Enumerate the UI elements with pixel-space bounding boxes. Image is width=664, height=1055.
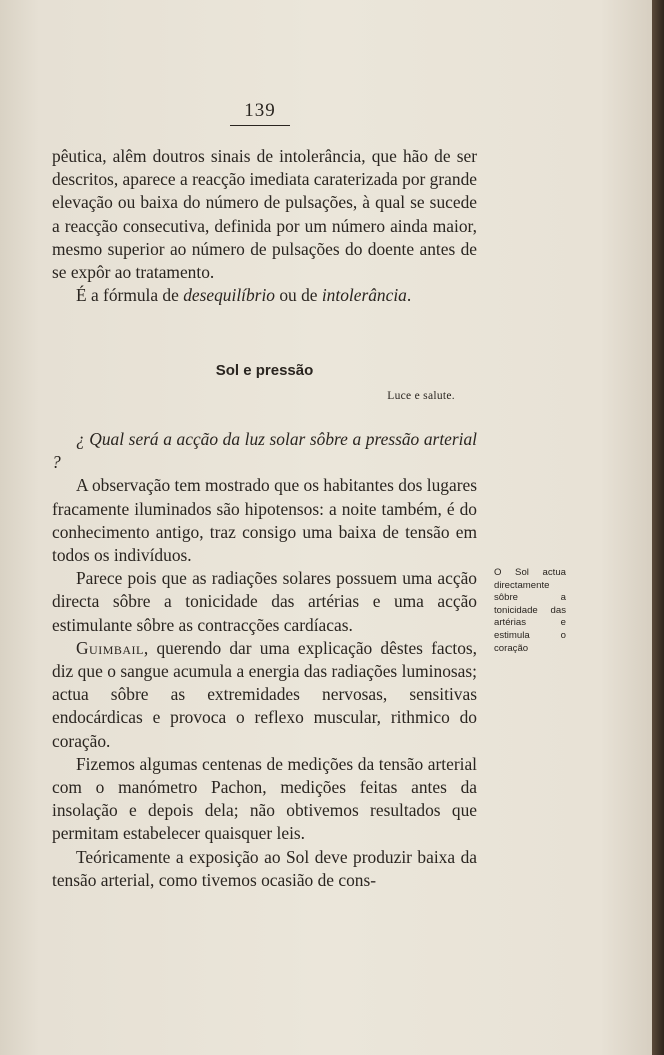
section-heading: Sol e pressão — [215, 362, 314, 379]
top-paragraph-text: pêutica, alêm doutros sinais de intolerância, que hão de ser descritos, aparece a reacção imediata caraterizada por grande elevação ou baixa do número de pulsações, à qual se sucede a reacção consecutiva, definida por um número ainda maior, mesmo superior ao número de pulsações do doente antes de se expôr ao tratamento. — [52, 146, 477, 283]
paragraph-medicoes: Fizemos algumas centenas de medições da tensão arterial com o manómetro Pachon, medições feitas antes da insolação e depois dela; não obtivemos resultados que permitam estabelecer quaisquer leis. — [52, 753, 477, 844]
margin-note: O Sol actua directamente sôbre a tonicidade das artérias e estimula o coração — [494, 567, 566, 654]
top-paragraph — [52, 145, 477, 307]
epigraph: Luce e salute. — [387, 390, 455, 402]
question-line: ¿ Qual será a acção da luz solar sôbre a pressão arterial ? — [52, 429, 477, 473]
page-number: 139 — [230, 100, 290, 126]
book-spine-edge — [652, 0, 664, 1055]
formula-sentence: É a fórmula de desequilíbrio ou de intolerância. — [76, 285, 412, 306]
paragraph-radiacoes: Parece pois que as radiações solares possuem uma acção directa sôbre a tonicidade das artérias e uma acção estimulante sôbre as contracções cardíacas. — [52, 568, 477, 635]
term-intolerancia: intolerância — [321, 285, 407, 306]
term-desequilibrio: desequilíbrio — [183, 285, 275, 306]
paragraph-teoricamente: Teóricamente a exposição ao Sol deve produzir baixa da tensão arterial, como tivemos ocasião de cons- — [52, 846, 477, 890]
paragraph-observacao: A observação tem mostrado que os habitantes dos lugares fracamente iluminados são hipotensos: a noite também, é do conhecimento antigo, traz consigo uma baixa de tensão em todos os indivíduos. — [52, 475, 477, 566]
paragraph-guimbail: Guimbail, querendo dar uma explicação dêstes factos, diz que o sangue acumula a energia das radiações luminosas; actua sôbre as extremidades nervosas, sensitivas endocárdicas e provoca o reflexo muscular, rithmico do coração. — [52, 637, 477, 751]
author-name: Guimbail — [76, 637, 144, 658]
main-text — [52, 428, 477, 892]
